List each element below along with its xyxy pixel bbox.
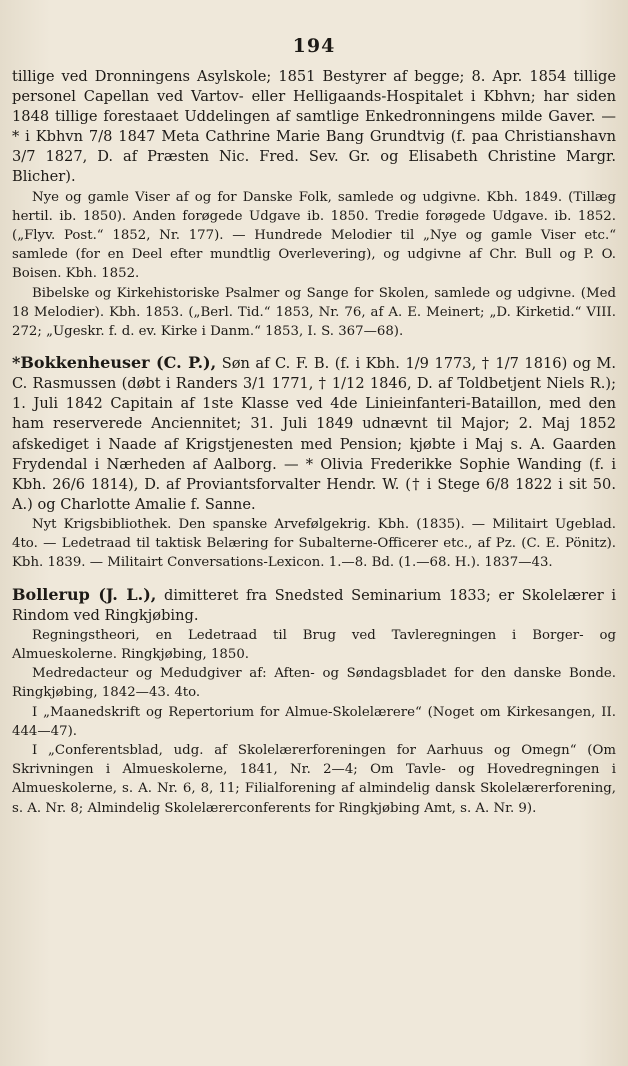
bibliography-conferentsblad: I „Conferentsblad, udg. af Skolelærerforeningen for Aarhuus og Omegn“ (Om Skrivningen i Almueskolerne, 1841, Nr. 2—4; Om Tavle- og Hovedregningen i Almueskolerne, s. A. Nr. 6, 8, 11; Filialforening af almindelig dansk Skolelærerforening, s. A. Nr. 8; Almindelig Skolelærerconferents for Ringkjøbing Amt, s. A. Nr. 9). (12, 742, 616, 816)
bibliography-aften-og-sondagsbladet: Medredacteur og Medudgiver af: Aften- og Søndagsbladet for den danske Bonde. Ringkjøbing, 1842—43. 4to. (12, 666, 616, 701)
bibliography-krigsbibliothek: Nyt Krigsbibliothek. Den spanske Arvefølgekrig. Kbh. (1835). — Militairt Ugeblad. 4to. — Ledetraad til taktisk Belæring for Subalterne-Officerer etc., af Pz. (C. E. Pönitz). Kbh. 1839. — Militairt Conversations-Lexicon. 1.—8. Bd. (1.—68. H.). 1837—43. (12, 516, 616, 571)
bibliography-maanedskrift: I „Maanedskrift og Repertorium for Almue-Skolelærere“ (Noget om Kirkesangen, II. 444—47). (12, 704, 616, 739)
entry-text-bokkenheuser: Søn af C. F. B. (f. i Kbh. 1/9 1773, † 1/7 1816) og M. C. Rasmussen (døbt i Randers 3/1 1771, † 1/12 1846, D. af Toldbetjent Niels R.); 1. Juli 1842 Capitain af 1ste Klasse ved 4de Linieinfanteri-Bataillon, med den ham reserverede Anciennitet; 31. Juli 1849 udnævnt til Major; 2. Maj 1852 afskediget i Naade af Krigstjenesten med Pension; kjøbte i Maj s. A. Gaarden Frydendal i Nærheden af Aalborg. — * Olivia Frederikke Sophie Wanding (f. i Kbh. 26/6 1814), D. af Proviantsforvalter Hendr. W. († i Stege 6/8 1822 i sit 50. A.) og Charlotte Amalie f. Sanne. (12, 355, 617, 513)
page-body (12, 67, 616, 818)
entry-text-bollerup: dimitteret fra Snedsted Seminarium 1833; er Skolelærer i Rindom ved Ringkjøbing. (12, 586, 616, 624)
bibliography-nye-og-gamle-viser: Nye og gamle Viser af og for Danske Folk, samlede og udgivne. Kbh. 1849. (Tillæg hertil. ib. 1850). Anden forøgede Udgave ib. 1850. Tredie forøgede Udgave. ib. 1852. („Flyv. Post.“ 1852, Nr. 177). — Hundrede Melodier til „Nye og gamle Viser etc.“ samlede (for en Deel efter mundtlig Overlevering), og udgivne af Chr. Bull og P. O. Boisen. Kbh. 1852. (12, 189, 616, 282)
bibliography-bibelske-psalmer: Bibelske og Kirkehistoriske Psalmer og Sange for Skolen, samlede og udgivne. (Med 18 Melodier). Kbh. 1853. („Berl. Tid.“ 1853, Nr. 76, af A. E. Meinert; „D. Kirketid.“ VIII. 272; „Ugeskr. f. d. ev. Kirke i Danm.“ 1853, I. S. 367—68). (12, 285, 616, 339)
headword-bokkenheuser: *Bokkenheuser (C. P.), (12, 353, 217, 373)
entry-bollerup (12, 585, 616, 626)
page-number: 194 (292, 35, 336, 57)
entry-bokkenheuser (12, 353, 616, 515)
headword-bollerup: Bollerup (J. L.), (12, 584, 157, 604)
bibliography-regningstheori: Regningstheori, en Ledetraad til Brug ved Tavleregningen i Borger- og Almueskolerne. Ringkjøbing, 1850. (12, 627, 616, 662)
grundtvig-entry-continuation: tillige ved Dronningens Asylskole; 1851 Bestyrer af begge; 8. Apr. 1854 tillige personel Capellan ved Vartov- eller Helligaands-Hospitalet i Kbhvn; har siden 1848 tillige forestaaet Uddelingen af samtlige Enkedronningens milde Gaver. — * i Kbhvn 7/8 1847 Meta Cathrine Marie Bang Grundtvig (f. paa Christianshavn 3/7 1827, D. af Præsten Nic. Fred. Sev. Gr. og Elisabeth Christine Margr. Blicher). (12, 68, 616, 186)
